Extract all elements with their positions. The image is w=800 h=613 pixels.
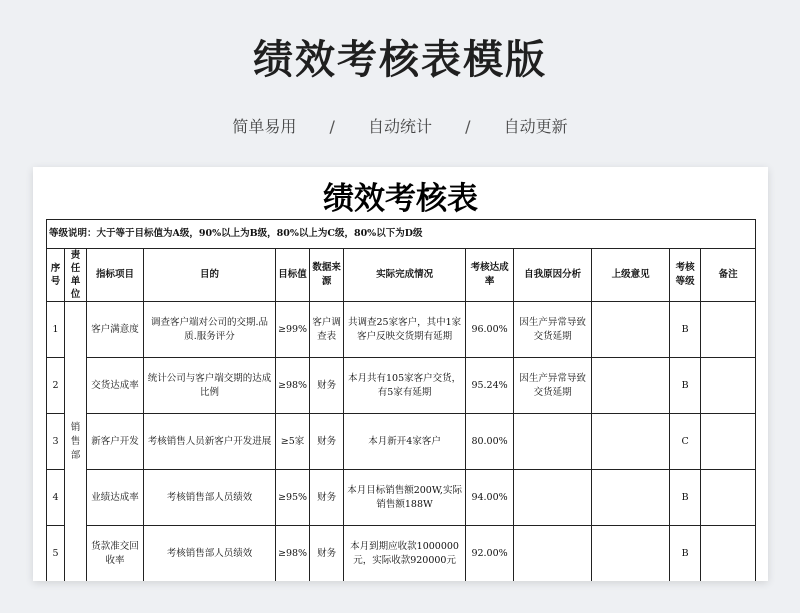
cell-target[interactable]: ≥99% [276, 302, 310, 358]
table-row [47, 414, 756, 470]
header-seq: 序号 [47, 249, 65, 302]
cell-purpose[interactable]: 考核销售部人员绩效 [144, 526, 276, 582]
cell-purpose[interactable]: 考核销售部人员绩效 [144, 470, 276, 526]
cell-grade[interactable]: C [670, 414, 701, 470]
cell-item[interactable]: 业绩达成率 [87, 470, 144, 526]
cell-rate[interactable]: 95.24% [466, 358, 514, 414]
cell-superior[interactable] [592, 358, 670, 414]
hero-title: 绩效考核表模版 [253, 37, 547, 83]
table-row [47, 470, 756, 526]
cell-actual[interactable]: 本月新开4家客户 [344, 414, 466, 470]
table-row [47, 526, 756, 582]
feature-auto-stats: 自动统计 [367, 117, 432, 136]
header-source: 数据来源 [310, 249, 344, 302]
feature-easy: 简单易用 [232, 117, 297, 136]
cell-remark[interactable] [701, 470, 756, 526]
grade-note: 等级说明：大于等于目标值为A级，90%以上为B级，80%以上为C级，80%以下为D级 [47, 220, 756, 249]
cell-item[interactable]: 客户满意度 [87, 302, 144, 358]
cell-superior[interactable] [592, 414, 670, 470]
cell-seq[interactable]: 1 [47, 302, 65, 358]
spreadsheet-preview [33, 167, 768, 581]
performance-table [46, 219, 756, 581]
header-target: 目标值 [276, 249, 310, 302]
cell-seq[interactable]: 2 [47, 358, 65, 414]
header-grade: 考核等级 [670, 249, 701, 302]
cell-seq[interactable]: 4 [47, 470, 65, 526]
cell-purpose[interactable]: 考核销售人员新客户开发进展 [144, 414, 276, 470]
cell-actual[interactable]: 本月到期应收款1000000元，实际收款920000元 [344, 526, 466, 582]
cell-source[interactable]: 财务 [310, 470, 344, 526]
cell-actual[interactable]: 本月目标销售额200W,实际销售额188W [344, 470, 466, 526]
table-row [47, 358, 756, 414]
cell-superior[interactable] [592, 526, 670, 582]
header-rate: 考核达成率 [466, 249, 514, 302]
cell-reason[interactable] [514, 526, 592, 582]
cell-purpose[interactable]: 调查客户端对公司的交期.品质.服务评分 [144, 302, 276, 358]
cell-source[interactable]: 财务 [310, 526, 344, 582]
cell-target[interactable]: ≥98% [276, 526, 310, 582]
cell-department[interactable]: 销售部 [65, 302, 87, 582]
cell-remark[interactable] [701, 358, 756, 414]
cell-remark[interactable] [701, 414, 756, 470]
header-superior: 上级意见 [592, 249, 670, 302]
cell-source[interactable]: 财务 [310, 358, 344, 414]
cell-superior[interactable] [592, 470, 670, 526]
separator: / [329, 117, 335, 136]
header-row [47, 249, 756, 302]
sheet-title: 绩效考核表 [323, 181, 478, 217]
table-row [47, 302, 756, 358]
cell-grade[interactable]: B [670, 470, 701, 526]
cell-reason[interactable] [514, 414, 592, 470]
cell-seq[interactable]: 5 [47, 526, 65, 582]
cell-grade[interactable]: B [670, 526, 701, 582]
cell-rate[interactable]: 96.00% [466, 302, 514, 358]
cell-item[interactable]: 交货达成率 [87, 358, 144, 414]
cell-grade[interactable]: B [670, 358, 701, 414]
header-purpose: 目的 [144, 249, 276, 302]
cell-item[interactable]: 货款准交回收率 [87, 526, 144, 582]
cell-superior[interactable] [592, 302, 670, 358]
feature-auto-update: 自动更新 [503, 117, 568, 136]
separator: / [465, 117, 471, 136]
cell-actual[interactable]: 共调查25家客户，其中1家客户反映交货期有延期 [344, 302, 466, 358]
header-remark: 备注 [701, 249, 756, 302]
cell-purpose[interactable]: 统计公司与客户端交期的达成比例 [144, 358, 276, 414]
cell-target[interactable]: ≥98% [276, 358, 310, 414]
cell-source[interactable]: 财务 [310, 414, 344, 470]
cell-source[interactable]: 客户调查表 [310, 302, 344, 358]
cell-reason[interactable]: 因生产异常导致交货延期 [514, 358, 592, 414]
cell-rate[interactable]: 80.00% [466, 414, 514, 470]
cell-rate[interactable]: 92.00% [466, 526, 514, 582]
cell-rate[interactable]: 94.00% [466, 470, 514, 526]
cell-reason[interactable] [514, 470, 592, 526]
grade-note-row [47, 220, 756, 249]
header-reason: 自我原因分析 [514, 249, 592, 302]
cell-seq[interactable]: 3 [47, 414, 65, 470]
cell-remark[interactable] [701, 526, 756, 582]
header-item: 指标项目 [87, 249, 144, 302]
cell-actual[interactable]: 本月共有105家客户交货，有5家有延期 [344, 358, 466, 414]
feature-list [0, 114, 800, 137]
header-dept: 责任单位 [65, 249, 87, 302]
cell-reason[interactable]: 因生产异常导致交货延期 [514, 302, 592, 358]
cell-grade[interactable]: B [670, 302, 701, 358]
cell-target[interactable]: ≥5家 [276, 414, 310, 470]
cell-item[interactable]: 新客户开发 [87, 414, 144, 470]
cell-target[interactable]: ≥95% [276, 470, 310, 526]
header-actual: 实际完成情况 [344, 249, 466, 302]
cell-remark[interactable] [701, 302, 756, 358]
